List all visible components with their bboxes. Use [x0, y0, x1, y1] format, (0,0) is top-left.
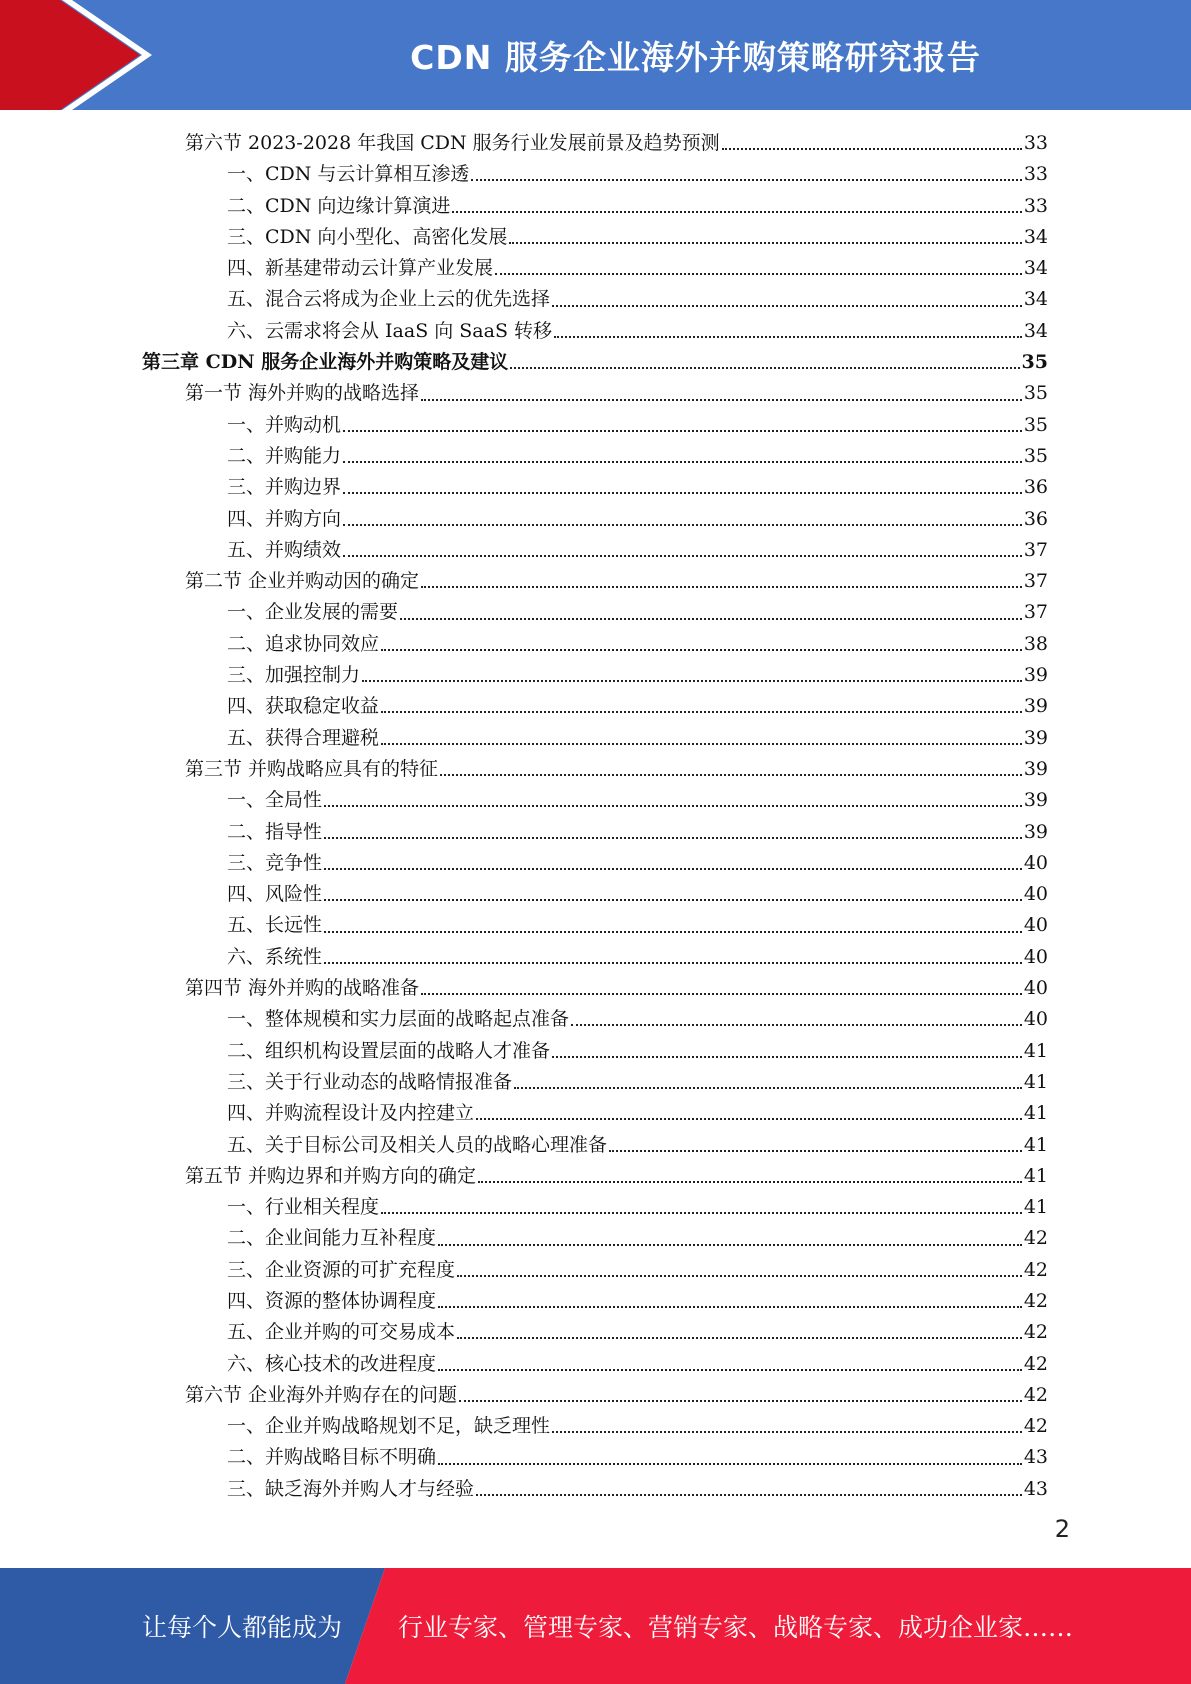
- toc-entry-title: 第一节 海外并购的战略选择: [185, 382, 420, 405]
- toc-entry[interactable]: [142, 1317, 1048, 1348]
- toc-entry-title: 一、行业相关程度: [227, 1196, 380, 1219]
- toc-entry[interactable]: [142, 785, 1048, 816]
- toc-entry[interactable]: [142, 1223, 1048, 1254]
- toc-entry[interactable]: [142, 1161, 1048, 1192]
- toc-entry-title: 二、指导性: [227, 820, 323, 843]
- toc-entry-page: 40: [1023, 883, 1048, 906]
- toc-entry[interactable]: [142, 879, 1048, 910]
- toc-entry[interactable]: [142, 128, 1048, 159]
- toc-entry-title: 五、混合云将成为企业上云的优先选择: [227, 288, 551, 311]
- toc-entry-title: 六、系统性: [227, 945, 323, 968]
- toc-entry-title: 三、并购边界: [227, 476, 342, 499]
- toc-entry-page: 41: [1023, 1133, 1048, 1156]
- toc-entry-page: 40: [1023, 977, 1048, 1000]
- toc-entry-title: 五、长远性: [227, 914, 323, 937]
- toc-entry-title: 一、企业发展的需要: [227, 601, 399, 624]
- toc-dot-leader: [343, 554, 1022, 557]
- toc-dot-leader: [438, 1305, 1022, 1308]
- toc-entry-title: 二、企业间能力互补程度: [227, 1227, 437, 1250]
- toc-entry-page: 34: [1023, 288, 1048, 311]
- toc-entry[interactable]: [142, 973, 1048, 1004]
- page-header: [0, 0, 1191, 110]
- toc-dot-leader: [421, 398, 1022, 401]
- toc-entry[interactable]: [142, 316, 1048, 347]
- header-chevron-icon: [0, 0, 160, 110]
- table-of-contents: [142, 128, 1048, 1505]
- toc-entry-page: 41: [1023, 1102, 1048, 1125]
- toc-entry-page: 41: [1023, 1164, 1048, 1187]
- toc-entry[interactable]: [142, 629, 1048, 660]
- toc-dot-leader: [421, 992, 1022, 995]
- toc-dot-leader: [571, 1023, 1022, 1026]
- toc-entry[interactable]: [142, 1192, 1048, 1223]
- document-title: CDN 服务企业海外并购策略研究报告: [410, 37, 981, 77]
- toc-entry-page: 37: [1023, 601, 1048, 624]
- toc-entry[interactable]: [142, 723, 1048, 754]
- toc-dot-leader: [421, 585, 1022, 588]
- toc-dot-leader: [438, 1243, 1022, 1246]
- footer-slogan-right: 行业专家、管理专家、营销专家、战略专家、成功企业家……: [398, 1613, 1074, 1642]
- toc-entry-page: 36: [1023, 476, 1048, 499]
- toc-entry-title: 四、获取稳定收益: [227, 695, 380, 718]
- toc-entry-title: 四、并购方向: [227, 507, 342, 530]
- toc-entry[interactable]: [142, 472, 1048, 503]
- toc-entry-page: 35: [1023, 444, 1048, 467]
- toc-entry-page: 34: [1023, 257, 1048, 280]
- toc-dot-leader: [478, 1180, 1022, 1183]
- toc-entry-page: 40: [1023, 945, 1048, 968]
- toc-entry-page: 42: [1023, 1289, 1048, 1312]
- toc-entry[interactable]: [142, 1067, 1048, 1098]
- toc-entry[interactable]: [142, 817, 1048, 848]
- toc-entry-title: 一、企业并购战略规划不足，缺乏理性: [227, 1415, 551, 1438]
- toc-dot-leader: [343, 460, 1022, 463]
- toc-entry-title: 四、新基建带动云计算产业发展: [227, 257, 494, 280]
- toc-entry-title: 二、并购战略目标不明确: [227, 1446, 437, 1469]
- toc-dot-leader: [324, 836, 1022, 839]
- toc-entry-page: 35: [1021, 351, 1048, 374]
- toc-dot-leader: [324, 930, 1022, 933]
- toc-dot-leader: [381, 710, 1022, 713]
- toc-entry-page: 40: [1023, 914, 1048, 937]
- toc-entry-title: 五、获得合理避税: [227, 726, 380, 749]
- toc-dot-leader: [343, 523, 1022, 526]
- toc-dot-leader: [440, 773, 1022, 776]
- toc-entry-page: 33: [1023, 132, 1048, 154]
- toc-entry-title: 二、追求协同效应: [227, 632, 380, 655]
- toc-dot-leader: [343, 491, 1022, 494]
- toc-entry[interactable]: [142, 1036, 1048, 1067]
- toc-dot-leader: [381, 1211, 1022, 1214]
- toc-dot-leader: [343, 429, 1022, 432]
- toc-dot-leader: [324, 804, 1022, 807]
- toc-dot-leader: [438, 1368, 1022, 1371]
- toc-entry-title: 五、关于目标公司及相关人员的战略心理准备: [227, 1133, 608, 1156]
- toc-entry-title: 第二节 企业并购动因的确定: [185, 570, 420, 593]
- toc-entry-title: 二、并购能力: [227, 444, 342, 467]
- toc-entry-title: 三、竞争性: [227, 851, 323, 874]
- toc-entry[interactable]: [142, 1442, 1048, 1473]
- footer-slogan-left: 让每个人都能成为: [142, 1613, 343, 1642]
- toc-entry-title: 一、CDN 与云计算相互渗透: [227, 163, 470, 186]
- toc-entry-title: 第三节 并购战略应具有的特征: [185, 757, 439, 780]
- page-number: 2: [1054, 1515, 1070, 1543]
- toc-dot-leader: [324, 961, 1022, 964]
- toc-entry-title: 五、企业并购的可交易成本: [227, 1321, 456, 1344]
- toc-entry-title: 六、核心技术的改进程度: [227, 1352, 437, 1375]
- toc-dot-leader: [324, 867, 1022, 870]
- toc-entry[interactable]: [142, 1255, 1048, 1286]
- toc-entry-page: 37: [1023, 570, 1048, 593]
- toc-entry-page: 33: [1023, 163, 1048, 186]
- toc-entry[interactable]: [142, 347, 1048, 378]
- toc-entry-title: 二、组织机构设置层面的战略人才准备: [227, 1039, 551, 1062]
- toc-entry[interactable]: [142, 1286, 1048, 1317]
- toc-entry[interactable]: [142, 660, 1048, 691]
- toc-entry-page: 37: [1023, 538, 1048, 561]
- toc-entry-page: 39: [1023, 726, 1048, 749]
- toc-dot-leader: [514, 1086, 1022, 1089]
- toc-dot-leader: [609, 1149, 1022, 1152]
- toc-entry-title: 第三章 CDN 服务企业海外并购策略及建议: [142, 351, 509, 374]
- toc-dot-leader: [510, 366, 1019, 369]
- toc-entry-page: 42: [1023, 1321, 1048, 1344]
- toc-entry-page: 42: [1023, 1383, 1048, 1406]
- toc-entry-page: 42: [1023, 1258, 1048, 1281]
- toc-dot-leader: [722, 147, 1022, 150]
- toc-entry-page: 43: [1023, 1477, 1048, 1500]
- toc-entry[interactable]: [142, 1130, 1048, 1161]
- toc-entry[interactable]: [142, 1098, 1048, 1129]
- toc-entry[interactable]: [142, 1004, 1048, 1035]
- toc-entry-title: 四、风险性: [227, 883, 323, 906]
- toc-entry[interactable]: [142, 378, 1048, 409]
- toc-entry[interactable]: [142, 848, 1048, 879]
- toc-entry-title: 第五节 并购边界和并购方向的确定: [185, 1164, 477, 1187]
- toc-dot-leader: [457, 1274, 1022, 1277]
- toc-entry-page: 43: [1023, 1446, 1048, 1469]
- toc-entry-title: 第四节 海外并购的战略准备: [185, 977, 420, 1000]
- toc-dot-leader: [476, 1493, 1022, 1496]
- toc-dot-leader: [552, 1055, 1022, 1058]
- toc-entry-title: 三、关于行业动态的战略情报准备: [227, 1070, 513, 1093]
- toc-entry[interactable]: [142, 222, 1048, 253]
- toc-dot-leader: [381, 648, 1022, 651]
- toc-entry[interactable]: [142, 910, 1048, 941]
- toc-dot-leader: [400, 617, 1022, 620]
- toc-entry-title: 一、整体规模和实力层面的战略起点准备: [227, 1008, 570, 1031]
- toc-entry[interactable]: [142, 535, 1048, 566]
- toc-entry-title: 三、企业资源的可扩充程度: [227, 1258, 456, 1281]
- toc-entry[interactable]: [142, 284, 1048, 315]
- toc-entry-title: 四、并购流程设计及内控建立: [227, 1102, 475, 1125]
- toc-entry[interactable]: [142, 253, 1048, 284]
- toc-entry-page: 35: [1023, 382, 1048, 405]
- toc-entry-page: 41: [1023, 1039, 1048, 1062]
- toc-entry-page: 39: [1023, 789, 1048, 812]
- toc-entry-title: 三、缺乏海外并购人才与经验: [227, 1477, 475, 1500]
- toc-dot-leader: [362, 679, 1022, 682]
- toc-entry[interactable]: [142, 691, 1048, 722]
- toc-entry-title: 五、并购绩效: [227, 538, 342, 561]
- toc-entry[interactable]: [142, 1380, 1048, 1411]
- toc-entry-title: 第六节 2023-2028 年我国 CDN 服务行业发展前景及趋势预测: [185, 132, 720, 154]
- toc-entry-page: 42: [1023, 1227, 1048, 1250]
- toc-dot-leader: [495, 272, 1022, 275]
- toc-entry-page: 34: [1023, 225, 1048, 248]
- toc-entry-page: 34: [1023, 319, 1048, 342]
- toc-dot-leader: [509, 241, 1021, 244]
- toc-entry[interactable]: [142, 1349, 1048, 1380]
- toc-entry-page: 42: [1023, 1415, 1048, 1438]
- toc-dot-leader: [552, 304, 1022, 307]
- toc-entry-page: 39: [1023, 820, 1048, 843]
- toc-dot-leader: [552, 1430, 1022, 1433]
- toc-entry-title: 三、CDN 向小型化、高密化发展: [227, 225, 508, 248]
- toc-dot-leader: [324, 898, 1022, 901]
- toc-entry[interactable]: [142, 1474, 1048, 1505]
- toc-entry[interactable]: [142, 1411, 1048, 1442]
- toc-entry[interactable]: [142, 441, 1048, 472]
- toc-entry[interactable]: [142, 754, 1048, 785]
- toc-entry[interactable]: [142, 566, 1048, 597]
- toc-entry[interactable]: [142, 159, 1048, 190]
- toc-entry-page: 36: [1023, 507, 1048, 530]
- toc-dot-leader: [471, 178, 1021, 181]
- toc-entry-title: 一、全局性: [227, 789, 323, 812]
- toc-entry-page: 33: [1023, 194, 1048, 217]
- page-footer: [0, 1568, 1191, 1684]
- toc-entry-page: 41: [1023, 1196, 1048, 1219]
- toc-entry-page: 40: [1023, 1008, 1048, 1031]
- toc-entry-page: 41: [1023, 1070, 1048, 1093]
- toc-entry-title: 四、资源的整体协调程度: [227, 1289, 437, 1312]
- toc-entry-title: 三、加强控制力: [227, 664, 361, 687]
- toc-entry-page: 39: [1023, 695, 1048, 718]
- toc-entry-page: 35: [1023, 413, 1048, 436]
- toc-entry-title: 六、云需求将会从 IaaS 向 SaaS 转移: [227, 319, 553, 342]
- toc-dot-leader: [554, 335, 1022, 338]
- toc-entry[interactable]: [142, 597, 1048, 628]
- toc-dot-leader: [476, 1117, 1022, 1120]
- toc-dot-leader: [452, 210, 1021, 213]
- toc-entry[interactable]: [142, 191, 1048, 222]
- toc-entry-page: 39: [1023, 757, 1048, 780]
- toc-dot-leader: [457, 1336, 1022, 1339]
- toc-entry[interactable]: [142, 410, 1048, 441]
- toc-entry[interactable]: [142, 942, 1048, 973]
- toc-entry-page: 38: [1023, 632, 1048, 655]
- toc-entry-page: 42: [1023, 1352, 1048, 1375]
- toc-entry-title: 第六节 企业海外并购存在的问题: [185, 1383, 458, 1406]
- toc-entry[interactable]: [142, 504, 1048, 535]
- toc-entry-title: 一、并购动机: [227, 413, 342, 436]
- toc-dot-leader: [438, 1462, 1022, 1465]
- toc-entry-page: 40: [1023, 851, 1048, 874]
- toc-entry-title: 二、CDN 向边缘计算演进: [227, 194, 451, 217]
- toc-dot-leader: [459, 1399, 1022, 1402]
- toc-entry-page: 39: [1023, 664, 1048, 687]
- toc-dot-leader: [381, 742, 1022, 745]
